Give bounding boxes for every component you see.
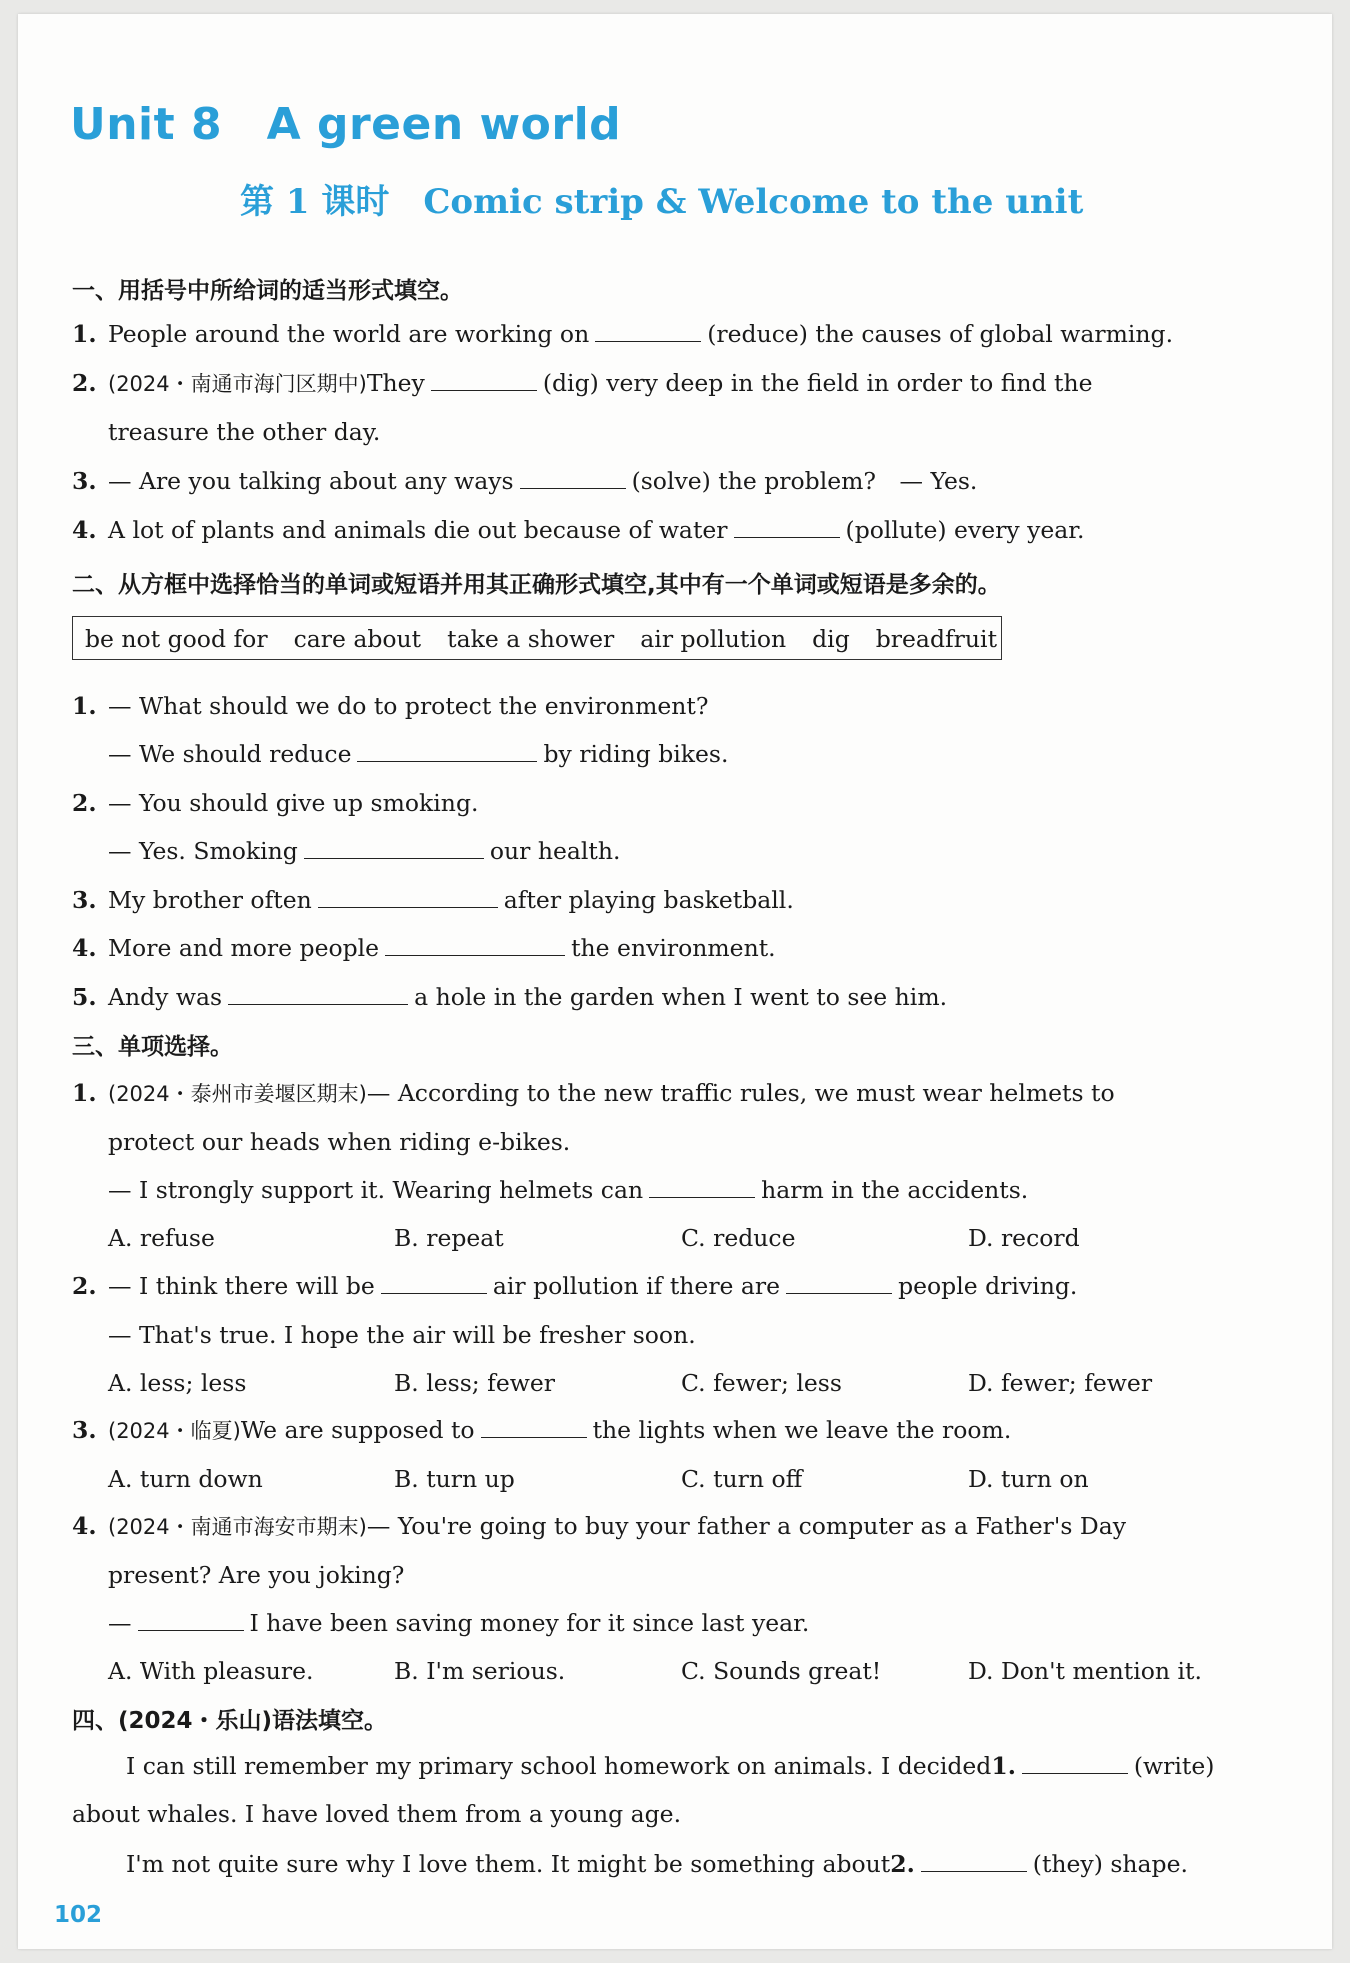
s1-item-4: 4. A lot of plants and animals die out because of water (pollute) every year. xyxy=(72,516,1085,544)
blank-number: 2. xyxy=(890,1850,915,1878)
answer-blank[interactable] xyxy=(1022,1751,1128,1774)
answer-blank[interactable] xyxy=(228,982,408,1005)
source-tag: (2024・南通市海安市期末) xyxy=(108,1515,367,1539)
word-option: take a shower xyxy=(447,625,615,653)
answer-blank[interactable] xyxy=(385,933,565,956)
s1-item-2: 2. (2024・南通市海门区期中)They (dig) very deep in the field in order to find the xyxy=(72,369,1093,397)
item-number: 1. xyxy=(72,692,97,720)
word-option: dig xyxy=(812,625,850,653)
section3-heading: 三、单项选择。 xyxy=(72,1034,233,1060)
s3-item-4: 4. (2024・南通市海安市期末)— You're going to buy your father a computer as a Father's Day xyxy=(72,1512,1127,1540)
item-number: 3. xyxy=(72,467,97,495)
option-a[interactable]: A. less; less xyxy=(108,1369,247,1397)
s3-item-3: 3. (2024・临夏)We are supposed to the lights when we leave the room. xyxy=(72,1416,1012,1444)
word-box xyxy=(72,616,1002,660)
s3-item-4-answer: — I have been saving money for it since last year. xyxy=(108,1609,810,1637)
item-number: 1. xyxy=(72,320,97,348)
worksheet-page xyxy=(18,14,1332,1949)
s4-para-1-cont: about whales. I have loved them from a young age. xyxy=(72,1800,682,1828)
answer-blank[interactable] xyxy=(520,466,626,489)
option-b[interactable]: B. repeat xyxy=(394,1224,504,1252)
item-number: 5. xyxy=(72,983,97,1011)
answer-blank[interactable] xyxy=(649,1175,755,1198)
s2-item-2: 2. — You should give up smoking. xyxy=(72,789,479,817)
answer-blank[interactable] xyxy=(357,739,537,762)
s1-item-3: 3. — Are you talking about any ways (solve) the problem? — Yes. xyxy=(72,467,978,495)
s2-item-2-answer: — Yes. Smoking our health. xyxy=(108,837,621,865)
option-c[interactable]: C. fewer; less xyxy=(681,1369,842,1397)
source-tag: (2024・南通市海门区期中) xyxy=(108,372,367,396)
word-option: be not good for xyxy=(85,625,268,653)
item-number: 4. xyxy=(72,516,97,544)
option-d[interactable]: D. fewer; fewer xyxy=(968,1369,1153,1397)
s3-item-1-cont: protect our heads when riding e-bikes. xyxy=(108,1128,571,1156)
option-c[interactable]: C. turn off xyxy=(681,1465,803,1493)
s3-item-2: 2. — I think there will be air pollution if there are people driving. xyxy=(72,1272,1078,1300)
s4-para-2: I'm not quite sure why I love them. It might be something about2. (they) shape. xyxy=(126,1850,1188,1878)
answer-blank[interactable] xyxy=(921,1849,1027,1872)
section2-heading: 二、从方框中选择恰当的单词或短语并用其正确形式填空,其中有一个单词或短语是多余的。 xyxy=(72,572,1001,598)
item-number: 4. xyxy=(72,934,97,962)
item-number: 4. xyxy=(72,1512,97,1540)
answer-blank[interactable] xyxy=(381,1271,487,1294)
s2-item-4: 4. More and more people the environment. xyxy=(72,934,776,962)
s2-item-3: 3. My brother often after playing basketball. xyxy=(72,886,794,914)
option-d[interactable]: D. record xyxy=(968,1224,1080,1252)
blank-number: 1. xyxy=(991,1752,1016,1780)
word-option: air pollution xyxy=(640,625,787,653)
answer-blank[interactable] xyxy=(431,368,537,391)
s2-item-1: 1. — What should we do to protect the environment? xyxy=(72,692,709,720)
answer-blank[interactable] xyxy=(786,1271,892,1294)
s3-item-2-cont: — That's true. I hope the air will be fresher soon. xyxy=(108,1321,696,1349)
option-a[interactable]: A. turn down xyxy=(108,1465,263,1493)
s1-item-2-cont: treasure the other day. xyxy=(108,418,381,446)
word-option: breadfruit xyxy=(875,625,998,653)
answer-blank[interactable] xyxy=(138,1608,244,1631)
option-a[interactable]: A. refuse xyxy=(108,1224,215,1252)
item-number: 2. xyxy=(72,369,97,397)
option-c[interactable]: C. Sounds great! xyxy=(681,1657,882,1685)
answer-blank[interactable] xyxy=(595,319,701,342)
answer-blank[interactable] xyxy=(734,515,840,538)
s2-item-1-answer: — We should reduce by riding bikes. xyxy=(108,740,729,768)
lesson-title: 第 1 课时 Comic strip & Welcome to the unit xyxy=(240,182,1084,222)
item-number: 2. xyxy=(72,789,97,817)
source-tag: (2024・泰州市姜堰区期末) xyxy=(108,1082,367,1106)
item-number: 2. xyxy=(72,1272,97,1300)
s1-item-1: 1. People around the world are working on (reduce) the causes of global warming. xyxy=(72,320,1174,348)
option-d[interactable]: D. Don't mention it. xyxy=(968,1657,1202,1685)
word-option: care about xyxy=(293,625,422,653)
source-tag: (2024・临夏) xyxy=(108,1419,241,1443)
unit-title: Unit 8 A green world xyxy=(70,99,622,150)
item-number: 1. xyxy=(72,1079,97,1107)
s2-item-5: 5. Andy was a hole in the garden when I went to see him. xyxy=(72,983,948,1011)
item-number: 3. xyxy=(72,886,97,914)
s4-para-1: I can still remember my primary school homework on animals. I decided1. (write) xyxy=(126,1752,1215,1780)
option-b[interactable]: B. less; fewer xyxy=(394,1369,556,1397)
s3-item-4-cont: present? Are you joking? xyxy=(108,1561,405,1589)
option-c[interactable]: C. reduce xyxy=(681,1224,796,1252)
answer-blank[interactable] xyxy=(481,1415,587,1438)
option-d[interactable]: D. turn on xyxy=(968,1465,1089,1493)
s3-item-1: 1. (2024・泰州市姜堰区期末)— According to the new traffic rules, we must wear helmets to xyxy=(72,1079,1115,1107)
item-number: 3. xyxy=(72,1416,97,1444)
option-b[interactable]: B. turn up xyxy=(394,1465,515,1493)
option-a[interactable]: A. With pleasure. xyxy=(108,1657,314,1685)
section1-heading: 一、用括号中所给词的适当形式填空。 xyxy=(72,278,463,304)
page-number: 102 xyxy=(54,1902,103,1928)
s3-item-1-answer: — I strongly support it. Wearing helmets can harm in the accidents. xyxy=(108,1176,1029,1204)
answer-blank[interactable] xyxy=(304,836,484,859)
option-b[interactable]: B. I'm serious. xyxy=(394,1657,566,1685)
section4-heading: 四、(2024・乐山)语法填空。 xyxy=(72,1708,388,1734)
answer-blank[interactable] xyxy=(318,885,498,908)
